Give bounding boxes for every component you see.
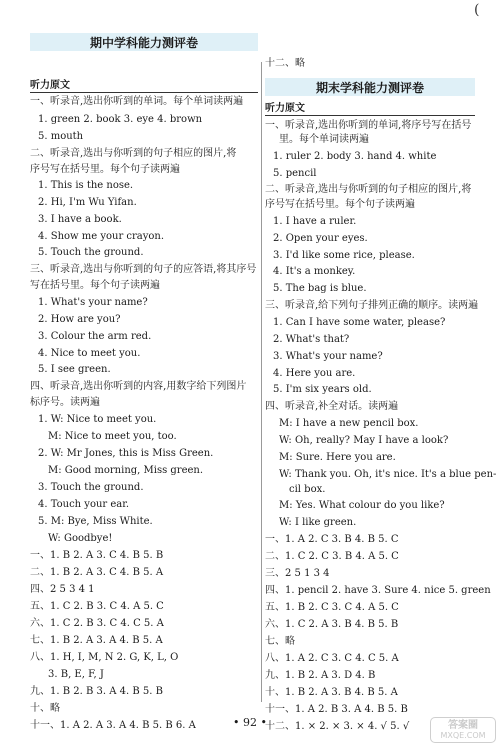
text-line: 标序号。读两遍 (30, 397, 100, 408)
answer-line: 七、1. B 2. A 3. A 4. B 5. A (30, 635, 163, 646)
text-line: 2. Hi, I'm Wu Yifan. (38, 197, 137, 208)
watermark-logo (430, 717, 496, 743)
text-line: 1. This is the nose. (38, 180, 134, 191)
answer-line: 八、1. A 2. C 3. C 4. C 5. A (265, 653, 399, 664)
text-line: cil box. (289, 484, 326, 495)
text-line: 1. What's your name? (38, 297, 148, 308)
answer-line: 六、1. C 2. A 3. B 4. B 5. B (265, 619, 399, 630)
text-line: 5. Touch the ground. (38, 247, 144, 258)
text-line: 5. The bag is blue. (273, 283, 367, 294)
text-line: W: Goodbye! (48, 533, 113, 544)
text-line: 1. W: Nice to meet you. (38, 414, 157, 425)
text-line: W: Thank you. Oh, it's nice. It's a blue pen- (279, 469, 497, 480)
column-divider (261, 62, 262, 702)
text-line: 3. I have a book. (38, 214, 122, 225)
answer-line: 二、1. C 2. C 3. B 4. A 5. C (265, 551, 399, 562)
text-line: M: Good morning, Miss green. (48, 465, 204, 476)
answer-line: 八、1. H, I, M, N 2. G, K, L, O (30, 652, 179, 663)
answer-line: 3. B, E, F, J (48, 669, 104, 680)
answer-line: 十、1. B 2. A 3. B 4. B 5. A (265, 687, 398, 698)
answer-line: 六、1. C 2. B 3. C 4. C 5. A (30, 618, 164, 629)
right-title: 期末学科能力测评卷 (265, 78, 475, 96)
text-line: 4. Nice to meet you. (38, 348, 141, 359)
text-line: 1. green 2. book 3. eye 4. brown (38, 114, 203, 125)
text-line: 三、听录音,选出与你听到的句子的应答语,将其序号 (30, 264, 257, 275)
text-line: W: Oh, really? May I have a look? (279, 435, 449, 446)
left-title: 期中学科能力测评卷 (30, 33, 258, 51)
corner-mark: ( (474, 2, 480, 18)
answer-line: 五、1. C 2. B 3. C 4. A 5. C (30, 601, 164, 612)
left-section-label: 听力原文 (30, 80, 258, 93)
watermark-text: 答案圈 (448, 720, 478, 731)
text-line: 1. ruler 2. body 3. hand 4. white (273, 151, 437, 162)
answer-line: 二、1. B 2. A 3. C 4. B 5. A (30, 567, 164, 578)
text-line: 序号写在括号里。每个句子读两遍 (30, 164, 180, 175)
right-section-label: 听力原文 (265, 103, 475, 116)
right-top-line: 十二、略 (265, 58, 305, 69)
text-line: 5. I see green. (38, 364, 111, 375)
text-line: 3. Colour the arm red. (38, 331, 152, 342)
answer-line: 四、2 5 3 4 1 (30, 584, 95, 595)
text-line: 4. It's a monkey. (273, 266, 356, 277)
text-line: 4. Show me your crayon. (38, 231, 165, 242)
text-line: 三、听录音,给下列句子排列正确的顺序。读两遍 (265, 300, 479, 311)
answer-line: 四、1. pencil 2. have 3. Sure 4. nice 5. green (265, 585, 491, 596)
answer-line: 一、1. A 2. C 3. B 4. B 5. C (265, 534, 399, 545)
watermark-url: MXQE.COM (440, 731, 486, 740)
text-line: 一、听录音,选出你听到的单词,将序号写在括号 (265, 120, 472, 131)
text-line: M: Sure. Here you are. (279, 452, 396, 463)
answer-line: 七、略 (265, 636, 295, 647)
text-line: 5. M: Bye, Miss White. (38, 516, 153, 527)
text-line: 一、听录音,选出你听到的单词。每个单词读两遍 (30, 96, 244, 107)
answer-line: 十、略 (30, 703, 60, 714)
text-line: 2. How are you? (38, 314, 121, 325)
text-line: W: I like green. (279, 517, 357, 528)
answer-line: 十一、1. A 2. A 3. A 4. B 5. B 6. A (30, 720, 196, 731)
page-number: • 92 • (233, 716, 267, 729)
text-line: 序号写在括号里。每个句子读两遍 (265, 199, 415, 210)
text-line: 3. Touch the ground. (38, 482, 144, 493)
text-line: 写在括号里。每个句子读两遍 (30, 280, 160, 291)
answer-line: 九、1. B 2. A 3. D 4. B (265, 670, 376, 681)
answer-line: 九、1. B 2. B 3. A 4. B 5. B (30, 686, 163, 697)
text-line: 二、听录音,选出与你听到的句子相应的图片,将 (30, 148, 237, 159)
text-line: 2. What's that? (273, 334, 350, 345)
text-line: 5. mouth (38, 131, 84, 142)
text-line: 4. Touch your ear. (38, 499, 130, 510)
text-line: 3. What's your name? (273, 351, 383, 362)
text-line: 2. W: Mr Jones, this is Miss Green. (38, 448, 214, 459)
answer-line: 十二、1. × 2. × 3. × 4. √ 5. √ (265, 721, 410, 732)
answer-line: 一、1. B 2. A 3. C 4. B 5. B (30, 550, 164, 561)
text-line: 二、听录音,选出与你听到的句子相应的图片,将 (265, 184, 472, 195)
answer-line: 十一、1. A 2. B 3. A 4. B 5. B (265, 704, 408, 715)
text-line: M: I have a new pencil box. (279, 418, 419, 429)
text-line: 1. Can I have some water, please? (273, 317, 446, 328)
text-line: 里。每个单词读两遍 (279, 134, 369, 145)
text-line: 1. I have a ruler. (273, 216, 357, 227)
text-line: M: Yes. What colour do you like? (279, 500, 445, 511)
text-line: 4. Here you are. (273, 368, 356, 379)
answer-line: 五、1. B 2. C 3. C 4. A 5. C (265, 602, 399, 613)
text-line: 5. pencil (273, 168, 317, 179)
answer-line: 三、2 5 1 3 4 (265, 568, 330, 579)
text-line: 四、听录音,补全对话。读两遍 (265, 401, 399, 412)
text-line: 四、听录音,选出你听到的内容,用数字给下列图片 (30, 381, 247, 392)
text-line: 3. I'd like some rice, please. (273, 250, 415, 261)
text-line: 5. I'm six years old. (273, 384, 372, 395)
text-line: M: Nice to meet you, too. (48, 431, 177, 442)
text-line: 2. Open your eyes. (273, 233, 368, 244)
